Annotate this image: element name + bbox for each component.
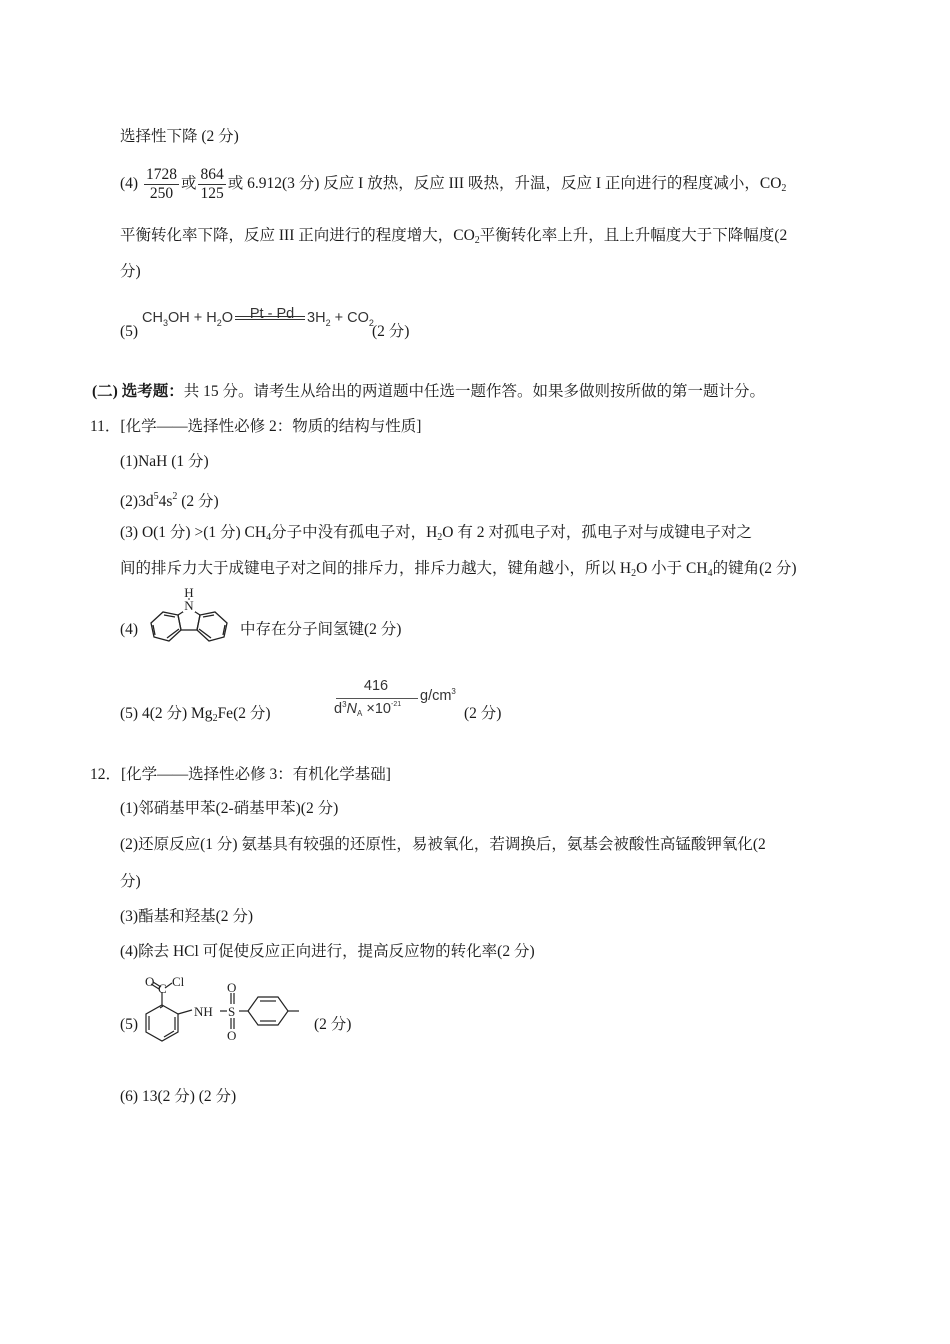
q11-title: 11．[化学——选择性必修 2：物质的结构与性质] (90, 418, 422, 435)
q11-p3-line2: 间的排斥力大于成键电子对之间的排斥力，排斥力越大，键角越小，所以 $H_2O$ 小于 $CH_4$的键角(2 分) (120, 560, 797, 579)
density-denominator: $d^3N_A \times 10^{-21}$ (334, 700, 402, 718)
q12-p5-label: (5) (120, 1016, 139, 1033)
q11-p4-label: (4) (120, 621, 139, 638)
q10-p5-label: (5) (120, 323, 139, 340)
q10-p5-score: (2 分) (372, 323, 410, 340)
section-elective-header (92, 382, 765, 402)
q12-p3: (3)酯基和羟基(2 分) (120, 908, 254, 925)
q12-p1: (1)邻硝基甲苯(2-硝基甲苯)(2 分) (120, 800, 339, 817)
fraction-denominator: 125 (200, 184, 224, 202)
sulfonyl-oxygen-bottom: O (227, 1028, 237, 1043)
fraction-numerator: 1728 (145, 165, 177, 183)
q12-p6: (6) 13(2 分) (2 分) (120, 1088, 237, 1105)
sulfonamide-acyl-chloride-structure (136, 970, 312, 1052)
q11-p5: (5) 4(2 分) $Mg_2Fe(2$ 分) (120, 705, 271, 724)
fraction-1728-250 (144, 166, 179, 203)
density-unit: $g/cm^3$ (420, 687, 456, 704)
sulfonyl-oxygen-top: O (227, 980, 237, 995)
density-numerator: 416 (363, 678, 389, 694)
q10-p4-text: 或 6.912(3 分) 反应 I 放热，反应 III 吸热，升温，反应 I 正向进行的程度减小，CO (227, 175, 782, 192)
fraction-numerator: 864 (200, 165, 224, 183)
or-text: 或 (180, 175, 197, 192)
carbonyl-carbon-label: C (158, 981, 167, 996)
section-instructions: 共 15 分。请考生从给出的两道题中任选一题作答。如果多做则按所做的第一题计分。 (183, 383, 765, 400)
q11-p3-line1: (3) O(1 分) >(1 分) $CH_4$分子中没有孤电子对，$H_2O$ 有 2 对孤电子对，孤电子对与成键电子对之 (120, 524, 752, 543)
methanol-reforming-equation: $CH_3OH + H_2O$ Pt - Pd $3H_2 + CO_2$ (142, 306, 374, 328)
chlorine-label: Cl (172, 974, 185, 989)
density-formula (334, 676, 464, 722)
fraction-864-125 (198, 166, 225, 203)
q10-p4-line1: (4) $\frac{1728}{250}$ 或 $\frac{864}{125}$ 或 6.912(3 分) 反应 I 放热，反应 III 吸热，升温，反应 I 正向进行的程度减小，$CO_2$ (120, 165, 787, 202)
hydrogen-atom-label: H (184, 588, 194, 600)
q10-p4-line3: 分) (120, 263, 141, 280)
nitrogen-atom-label: N (184, 598, 194, 613)
q11-p4-text: 中存在分子间氢键(2 分) (240, 621, 402, 638)
q11-p2: $(2)3d^54s^2$ (2 分) (120, 491, 219, 510)
q11-p1: (1)NaH (1 分) (120, 453, 209, 470)
q10-p4-label: (4) (120, 175, 139, 192)
carbazole-structure (136, 588, 242, 660)
q10-p4-line2: 平衡转化率下降，反应 III 正向进行的程度增大，$CO_2$平衡转化率上升，且上升幅度大于下降幅度(2 (120, 227, 788, 246)
sulfur-label: S (228, 1004, 236, 1019)
q12-p4: (4)除去 HCl 可促使反应正向进行，提高反应物的转化率(2 分) (120, 943, 535, 960)
q12-title: 12．[化学——选择性必修 3：有机化学基础] (90, 766, 391, 783)
carbonyl-oxygen-label: O (145, 974, 155, 989)
q10-p3-tail: 选择性下降 (2 分) (120, 128, 239, 145)
q10-p4-text2: 平衡转化率下降，反应 III 正向进行的程度增大，CO (120, 227, 475, 244)
q12-p2-line2: 分) (120, 873, 141, 890)
section-title: (二) 选考题： (92, 383, 184, 400)
q11-p5-score: (2 分) (464, 705, 502, 722)
q10-p4-text3: 平衡转化率上升，且上升幅度大于下降幅度(2 (479, 227, 788, 244)
amine-label: NH (194, 1004, 213, 1019)
q12-p2-line1: (2)还原反应(1 分) 氨基具有较强的还原性，易被氧化，若调换后，氨基会被酸性高锰酸钾氧化(2 (120, 836, 766, 853)
q12-p5-score: (2 分) (314, 1016, 352, 1033)
fraction-denominator: 250 (149, 184, 174, 202)
catalyst-label: Pt - Pd (249, 306, 295, 322)
